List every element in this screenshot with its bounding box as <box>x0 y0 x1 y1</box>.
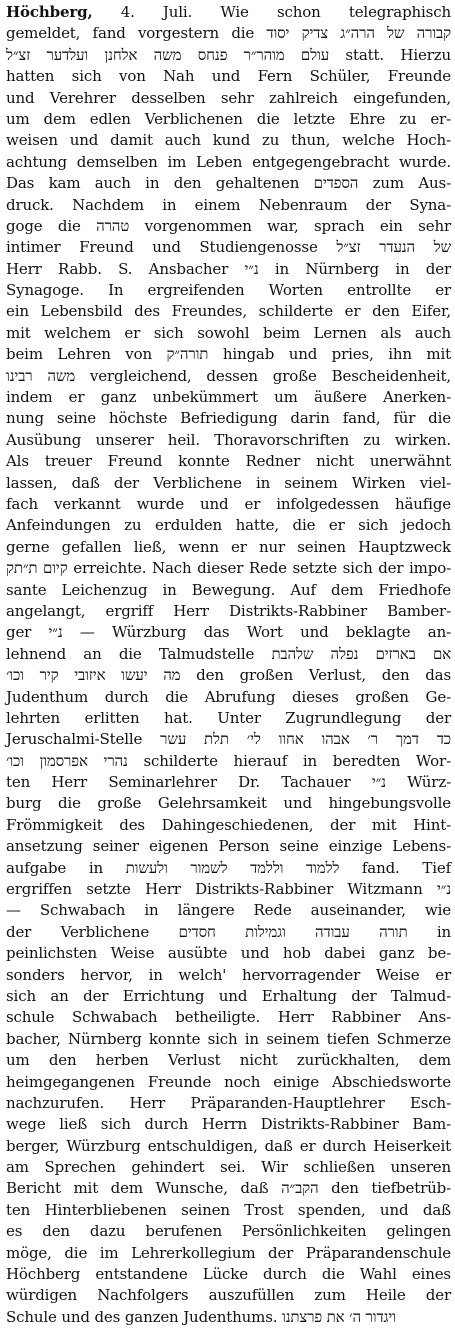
article-line: am Sprechen gehindert sei. Wir schließen unseren <box>6 1158 451 1177</box>
article-line: wege ließ sich durch Herrn Distrikts-Rabbiner Bam- <box>6 1115 451 1134</box>
article-line: ten Hinterbliebenen seinen Trost spenden, und daß <box>6 1200 451 1219</box>
article-line: berger, Würzburg entschuldigen, daß er durch Heiserkeit <box>6 1136 451 1155</box>
article-line <box>6 2 451 23</box>
article-line: schule Schwabach betheiligte. Herr Rabbiner Ans- <box>6 1008 451 1027</box>
article-line: lassen, daß der Verblichene in seinem Wirken viel- <box>6 473 451 492</box>
article-line: indem er ganz unbekümmert um äußere Anerken- <box>6 388 451 407</box>
article-line: Ausübung unserer heil. Thoravorschriften zu wirken. <box>6 430 451 449</box>
article-line: es den dazu berufenen Persönlichkeiten gelingen <box>6 1222 451 1241</box>
article-line: Jeruschalmi-Stelle כד דמך ר׳ אבהו אחוו לי׳ תלת עשר <box>6 730 451 749</box>
article-line: Synagoge. In ergreifenden Worten entrollte er <box>6 281 451 300</box>
article-line: burg die große Gelehrsamkeit und hingebungsvolle <box>6 794 451 813</box>
article-line: nung seine höchste Befriedigung darin fand, für die <box>6 409 451 428</box>
article-line: nachzurufen. Herr Präparanden-Hauptlehrer Esch- <box>6 1093 451 1112</box>
article-line: angelangt, ergriff Herr Distrikts-Rabbiner Bamber- <box>6 601 451 620</box>
article-column <box>6 2 451 1328</box>
article-line-text: 4. Juli. Wie schon telegraphisch <box>92 3 451 21</box>
article-line: achtung demselben im Leben entgegengebracht wurde. <box>6 152 451 171</box>
article-line: heimgegangenen Freunde noch einige Abschiedsworte <box>6 1072 451 1091</box>
article-line: goge die טהרה vorgenommen war, sprach ein sehr <box>6 216 451 235</box>
article-line: möge, die im Lehrerkollegium der Präparandenschule <box>6 1243 451 1262</box>
article-line: peinlichsten Weise ausübte und hob dabei ganz be- <box>6 944 451 963</box>
article-line: ergriffen setzte Herr Distrikts-Rabbiner Witzmann נ״י <box>6 880 451 899</box>
article-line: um dem edlen Verblichenen die letzte Ehre zu er- <box>6 109 451 128</box>
article-line: würdigen Nachfolgers auszufüllen zum Heile der <box>6 1286 451 1305</box>
dateline-place: Höchberg, <box>6 3 93 21</box>
article-line: נהרי אפרסמון וכו׳ schilderte hierauf in beredten Wor- <box>6 751 451 770</box>
article-line: um den herben Verlust nicht zurückhalten, dem <box>6 1051 451 1070</box>
article-line: Als treuer Freund konnte Redner nicht unerwähnt <box>6 452 451 471</box>
article-line: עולם מוהר״ר פנחס משה אלחנן ועלדער זצ״ל statt. Hierzu <box>6 45 451 64</box>
article-line: lehrten erlitten hat. Unter Zugrundlegung der <box>6 708 451 727</box>
article-line: fach verkannt wurde und er infolgedessen häufige <box>6 494 451 513</box>
article-line: gerne gefallen ließ, wenn er nur seinen Hauptzweck <box>6 537 451 556</box>
article-line: Das kam auch in den gehaltenen הספדים zum Aus- <box>6 174 451 193</box>
article-line: beim Lehren von תורה״ק hingab und pries, ihn mit <box>6 345 451 364</box>
article-line: aufgabe in ללמוד וללמד לשמור ולעשות fand. Tief <box>6 858 451 877</box>
article-line: משה רבינו vergleichend, dessen große Bescheidenheit, <box>6 366 451 385</box>
article-line: und Verehrer desselben sehr zahlreich eingefunden, <box>6 88 451 107</box>
article-line: Judenthum durch die Abrufung dieses großen Ge- <box>6 687 451 706</box>
article-line: lehnend an die Talmudstelle אם בארזים נפלה שלהבת <box>6 644 452 663</box>
article-line: der Verblichene תורה עבודה וגמילות חסדים in <box>6 922 452 941</box>
article-line: sich an der Errichtung und Erhaltung der Talmud- <box>6 986 451 1005</box>
article-line: Herr Rabb. S. Ansbacher נ״י in Nürnberg in der <box>6 259 451 278</box>
article-line: intimer Freund und Studiengenosse של הנעדר זצ״ל <box>6 238 451 257</box>
article-line: gemeldet, fand vorgestern die קבורה של הרה״ג צדיק יסוד <box>6 24 451 43</box>
article-line: mit welchem er sich sowohl beim Lernen als auch <box>6 323 451 342</box>
article-line: sonders hervor, in welch' hervorragender Weise er <box>6 965 451 984</box>
article-line: Höchberg entstandene Lücke durch die Wahl eines <box>6 1265 451 1284</box>
article-line: sante Leichenzug in Bewegung. Auf dem Friedhofe <box>6 580 451 599</box>
article-line: bacher, Nürnberg konnte sich in seinem tiefen Schmerze <box>6 1029 451 1048</box>
article-line: hatten sich von Nah und Fern Schüler, Freunde <box>6 67 451 86</box>
article-line: ein Lebensbild des Freundes, schilderte er den Eifer, <box>6 302 451 321</box>
article-line: druck. Nachdem in einem Nebenraum der Syna- <box>6 195 451 214</box>
article-line: Bericht mit dem Wunsche, daß הקב״ה den tiefbetrüb- <box>6 1179 451 1198</box>
article-line: Frömmigkeit des Dahingeschiedenen, der mit Hint- <box>6 815 451 834</box>
article-line: ger נ״י — Würzburg das Wort und beklagte an- <box>6 623 451 642</box>
article-line: — Schwabach in längere Rede auseinander, wie <box>6 901 451 920</box>
article-line: Schule und des ganzen Judenthums. ויגדור ה׳ את פרצתנו <box>6 1307 396 1326</box>
article-line: Anfeindungen zu erdulden hatte, die er sich jedoch <box>6 516 451 535</box>
article-line: ten Herr Seminarlehrer Dr. Tachauer נ״י Würz- <box>6 773 451 792</box>
article-line: ansetzung seiner eigenen Person seine einzige Lebens- <box>6 837 451 856</box>
article-line: weisen und damit auch kund zu thun, welche Hoch- <box>6 131 451 150</box>
article-line: קיום ת״תק erreichte. Nach dieser Rede setzte sich der impo- <box>6 559 451 578</box>
article-line: מה יעשו איזובי קיר וכו׳ den großen Verlust, den das <box>6 666 451 685</box>
